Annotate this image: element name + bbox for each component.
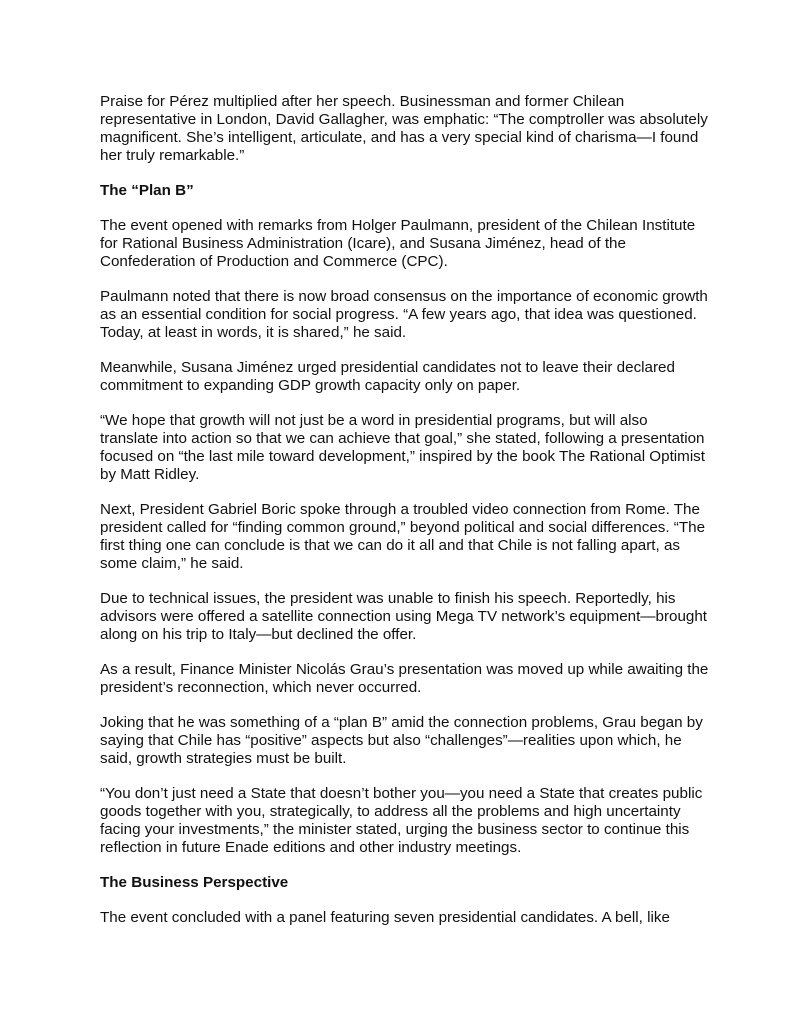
paragraph-boric-video: Next, President Gabriel Boric spoke through a troubled video connection from Rome. The president called for “finding common ground,” beyond political and social differences. “The first thing one can conclude is that we can do it all and that Chile is not falling apart, as some claim,” he said. xyxy=(100,501,706,572)
paragraph-jimenez-quote: “We hope that growth will not just be a word in presidential programs, but will also translate into action so that we can achieve that goal,” she stated, following a presentation focused on “the last mile toward development,” inspired by the book The Rational Optimist by Matt Ridley. xyxy=(100,412,706,483)
paragraph-technical-issues: Due to technical issues, the president was unable to finish his speech. Reportedly, his advisors were offered a satellite connection using Mega TV network’s equipment—brought along on his trip to Italy—but declined the offer. xyxy=(100,590,708,643)
paragraph-jimenez-urge: Meanwhile, Susana Jiménez urged presidential candidates not to leave their declared commitment to expanding GDP growth capacity only on paper. xyxy=(100,359,675,394)
heading-business-perspective: The Business Perspective xyxy=(100,874,289,891)
heading-plan-b: The “Plan B” xyxy=(100,182,194,199)
paragraph-plan-b-joke: Joking that he was something of a “plan B” amid the connection problems, Grau began by saying that Chile has “positive” aspects but also “challenges”—realities upon which, he said, growth strategies must be built. xyxy=(100,714,703,767)
paragraph-minister-quote: “You don’t just need a State that doesn’t bother you—you need a State that creates public goods together with you, strategically, to address all the problems and high uncertainty facing your investments,” the minister stated, urging the business sector to continue this reflection in future Enade editions and other industry meetings. xyxy=(100,785,703,856)
paragraph-panel: The event concluded with a panel featuring seven presidential candidates. A bell, like xyxy=(100,909,670,926)
paragraph-perez-praise: Praise for Pérez multiplied after her speech. Businessman and former Chilean representative in London, David Gallagher, was emphatic: “The comptroller was absolutely magnificent. She’s intelligent, articulate, and has a very special kind of charisma—I found her truly remarkable.” xyxy=(100,93,708,164)
document-page xyxy=(100,93,710,944)
paragraph-event-opening: The event opened with remarks from Holger Paulmann, president of the Chilean Institute for Rational Business Administration (Icare), and Susana Jiménez, head of the Confederation of Production and Commerce (CPC). xyxy=(100,217,696,270)
paragraph-grau-moved-up: As a result, Finance Minister Nicolás Grau’s presentation was moved up while awaiting the president’s reconnection, which never occurred. xyxy=(100,661,709,696)
paragraph-paulmann: Paulmann noted that there is now broad consensus on the importance of economic growth as an essential condition for social progress. “A few years ago, that idea was questioned. Today, at least in words, it is shared,” he said. xyxy=(100,288,708,341)
